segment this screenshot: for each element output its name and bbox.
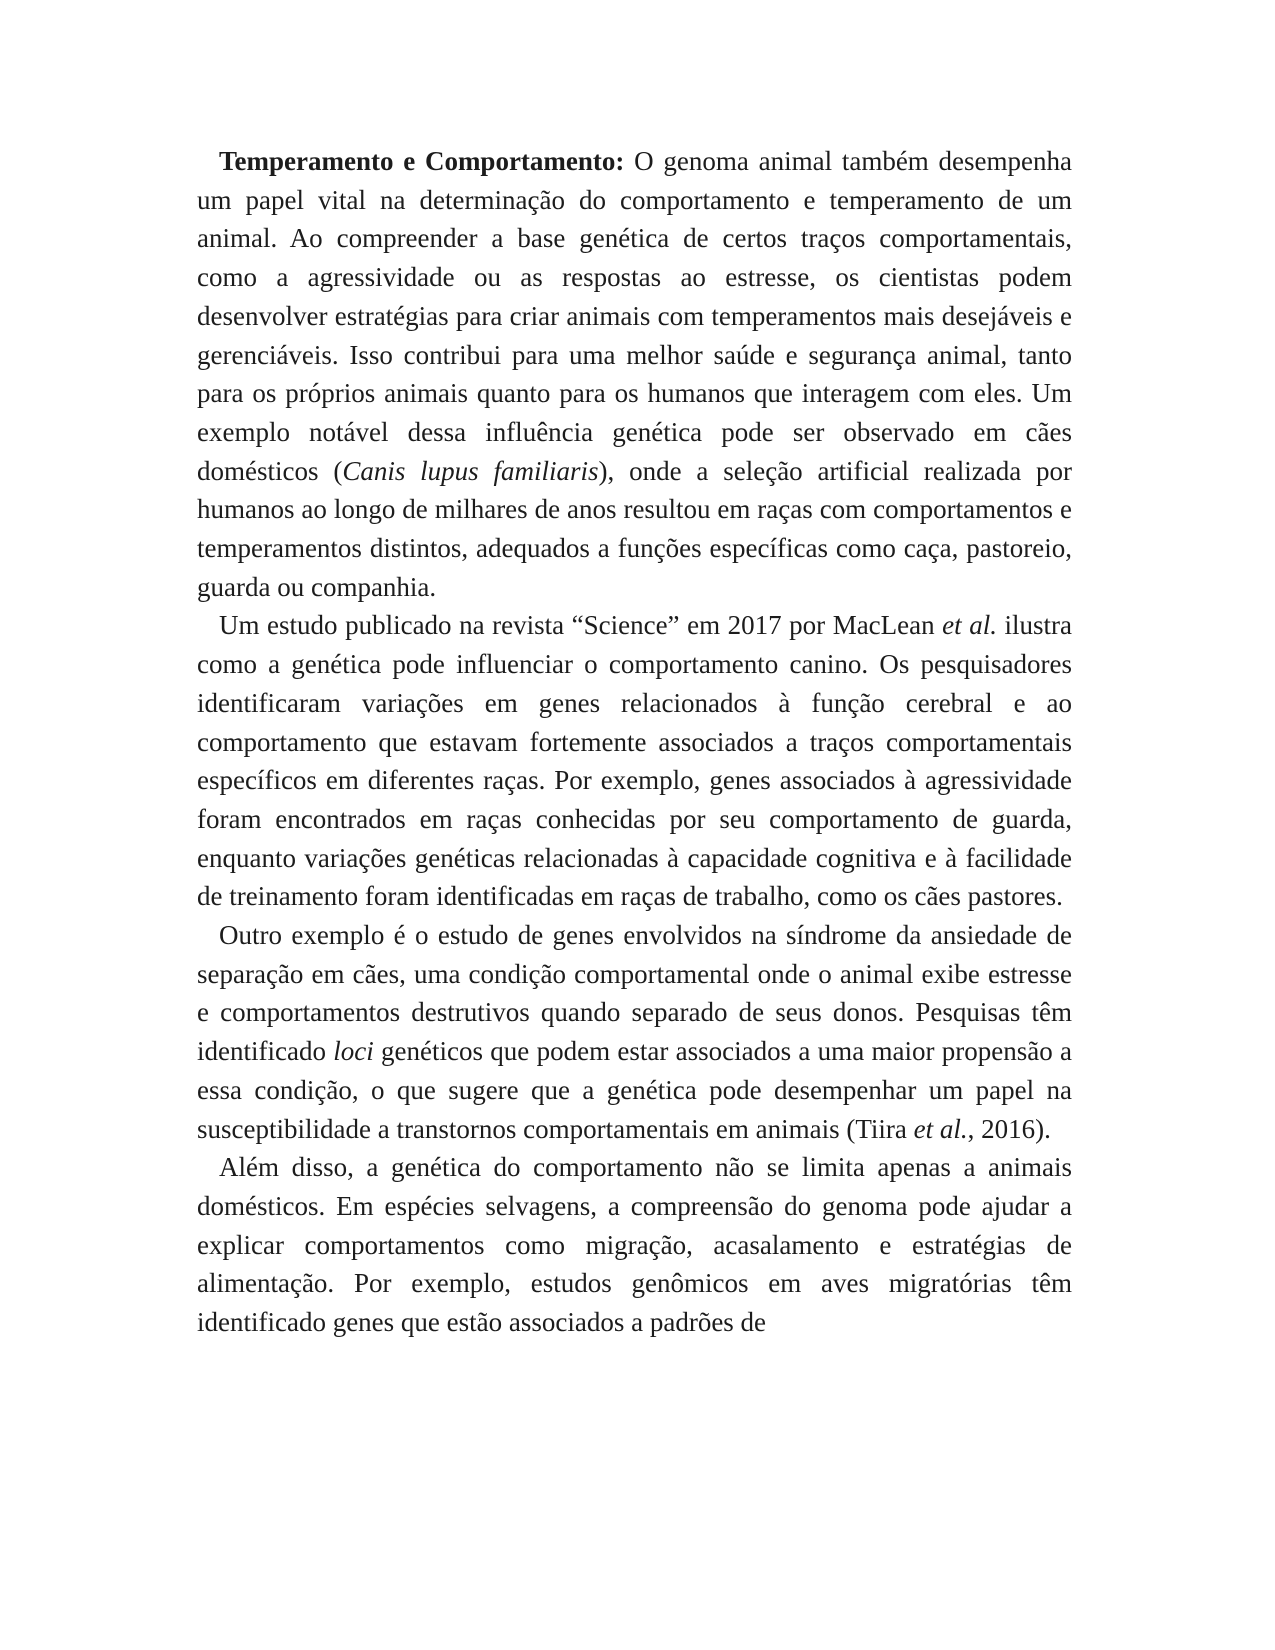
paragraph-wild-species (197, 1148, 1072, 1342)
paragraph-temperament (197, 142, 1072, 606)
paragraph-text: ), onde a seleção artificial realizada por humanos ao longo de milhares de anos resultou em raças com comportamentos e temperamentos distintos, adequados a funções específicas como caça, pastoreio, guarda ou companhia. (197, 455, 1073, 602)
paragraph-text: genéticos que podem estar associados a uma maior propensão a essa condição, o que sugere que a genética pode desempenhar um papel na susceptibilidade a transtornos comportamentais em animais (Tiira (197, 1036, 1072, 1144)
paragraph-maclean-study (197, 606, 1072, 916)
section-heading: Temperamento e Comportamento: (219, 146, 625, 176)
paragraph-text: Um estudo publicado na revista “Science” em 2017 por MacLean (219, 610, 943, 641)
paragraph-separation-anxiety (197, 916, 1072, 1148)
document-page (197, 142, 1072, 1342)
paragraph-text: Outro exemplo é o estudo de genes envolvidos na síndrome da ansiedade de separação em cães, uma condição comportamental onde o animal exibe estresse e comportamentos destrutivos quando separado de seus donos. Pesquisas têm identificado (197, 920, 1072, 1067)
citation-etal: et al. (913, 1113, 968, 1144)
paragraph-text: ilustra como a genética pode influenciar o comportamento canino. Os pesquisadores identificaram variações em genes relacionados à função cerebral e ao comportamento que estavam fortemente associados a traços comportamentais específicos em diferentes raças. Por exemplo, genes associados à agressividade foram encontrados em raças conhecidas por seu comportamento de guarda, enquanto variações genéticas relacionadas à capacidade cognitiva e à facilidade de treinamento foram identificadas em raças de trabalho, como os cães pastores. (197, 610, 1072, 912)
citation-etal: et al. (942, 610, 997, 641)
paragraph-text: Além disso, a genética do comportamento não se limita apenas a animais domésticos. Em espécies selvagens, a compreensão do genoma pode ajudar a explicar comportamentos como migração, acasalamento e estratégias de alimentação. Por exemplo, estudos genômicos em aves migratórias têm identificado genes que estão associados a padrões de (197, 1152, 1072, 1338)
paragraph-text: O genoma animal também desempenha um papel vital na determinação do comportamento e temperamento de um animal. Ao compreender a base genética de certos traços comportamentais, como a agressividade ou as respostas ao estresse, os cientistas podem desenvolver estratégias para criar animais com temperamentos mais desejáveis e gerenciáveis. Isso contribui para uma melhor saúde e segurança animal, tanto para os próprios animais quanto para os humanos que interagem com eles. Um exemplo notável dessa influência genética pode ser observado em cães domésticos ( (197, 146, 1072, 486)
species-name: Canis lupus familiaris (342, 455, 599, 486)
loci-term: loci (333, 1036, 374, 1067)
paragraph-text: , 2016). (967, 1113, 1051, 1144)
